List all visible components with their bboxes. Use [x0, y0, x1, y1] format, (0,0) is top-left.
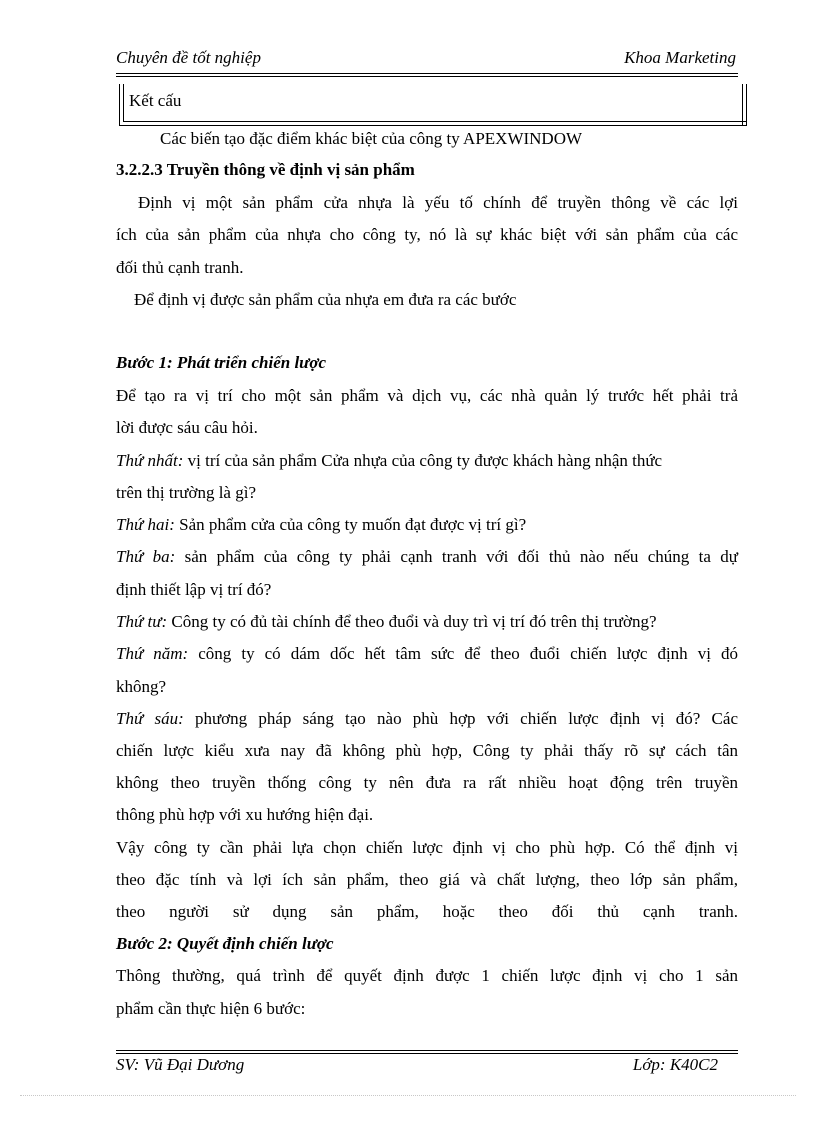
box-border-bottom-inner — [123, 121, 746, 122]
question-text: công ty có dám dốc hết tâm sức để theo đuổi chiến lược định vị đó — [188, 644, 738, 663]
question-label: Thứ năm: — [116, 644, 189, 663]
page-edge-dotted-line — [20, 1095, 796, 1096]
page-footer — [116, 1055, 738, 1079]
intro-line: đối thủ cạnh tranh. — [116, 258, 244, 277]
question-label: Thứ tư: — [116, 612, 168, 631]
footer-rule — [116, 1050, 738, 1051]
question-4 — [116, 612, 738, 632]
step1-line: lời được sáu câu hỏi. — [116, 418, 258, 437]
box-border-right-inner — [742, 84, 743, 126]
question-1-cont: trên thị trường là gì? — [116, 483, 257, 502]
question-1 — [116, 451, 738, 471]
figure-caption: Các biến tạo đặc điểm khác biệt của công ty APEXWINDOW — [160, 129, 583, 148]
box-border-right-outer — [746, 84, 747, 126]
footer-left: SV: Vũ Đại Dương — [116, 1055, 245, 1074]
question-label: Thứ ba: — [116, 547, 176, 566]
step2-line: phẩm cần thực hiện 6 bước: — [116, 999, 306, 1018]
intro-line: Định vị một sản phẩm cửa nhựa là yếu tố chính để truyền thông về các lợi — [138, 193, 738, 212]
question-5 — [116, 644, 738, 664]
intro-line: ích của sản phẩm của nhựa cho công ty, nó là sự khác biệt với sản phẩm của các — [116, 225, 738, 244]
header-rule-double — [116, 76, 738, 77]
step2-title: Bước 2: Quyết định chiến lược — [116, 934, 334, 953]
question-3-cont: định thiết lập vị trí đó? — [116, 580, 272, 599]
step2-line: Thông thường, quá trình để quyết định được 1 chiến lược định vị cho 1 sản — [116, 966, 738, 985]
conclusion-line: Vậy công ty cần phải lựa chọn chiến lược định vị cho phù hợp. Có thể định vị — [116, 838, 738, 857]
footer-right: Lớp: K40C2 — [632, 1055, 718, 1074]
question-6-cont: không theo truyền thống công ty nên đưa ra rất nhiều hoạt động trên truyền — [116, 773, 738, 792]
question-text: sản phẩm của công ty phải cạnh tranh với đối thủ nào nếu chúng ta dự — [175, 547, 739, 566]
header-rule — [116, 73, 738, 74]
header-left: Chuyên đề tốt nghiệp — [116, 48, 261, 67]
conclusion-line: theo người sử dụng sản phẩm, hoặc theo đối thủ cạnh tranh. — [116, 902, 738, 921]
intro-line: Để định vị được sản phẩm của nhựa em đưa ra các bước — [134, 290, 517, 309]
question-3 — [116, 547, 738, 567]
box-border-left-inner — [123, 84, 124, 122]
box-title: Kết cấu — [129, 91, 182, 110]
question-6 — [116, 709, 738, 729]
question-label: Thứ nhất: — [116, 451, 184, 470]
step1-title: Bước 1: Phát triển chiến lược — [116, 353, 327, 372]
footer-rule-double — [116, 1053, 738, 1054]
step1-line: Để tạo ra vị trí cho một sản phẩm và dịch vụ, các nhà quản lý trước hết phải trả — [116, 386, 738, 405]
conclusion-line: theo đặc tính và lợi ích sản phẩm, theo giá và chất lượng, theo lớp sản phẩm, — [116, 870, 738, 889]
question-text: Sản phẩm cửa của công ty muốn đạt được vị trí gì? — [174, 515, 527, 534]
question-2 — [116, 515, 738, 535]
page-header — [116, 48, 738, 72]
question-6-cont: thông phù hợp với xu hướng hiện đại. — [116, 805, 374, 824]
question-label: Thứ sáu: — [116, 709, 184, 728]
section-heading: 3.2.2.3 Truyền thông về định vị sản phẩm — [116, 160, 415, 179]
question-text: Công ty có đủ tài chính để theo đuổi và duy trì vị trí đó trên thị trường? — [167, 612, 657, 631]
question-text: phương pháp sáng tạo nào phù hợp với chiến lược định vị đó? Các — [183, 709, 738, 728]
question-label: Thứ hai: — [116, 515, 175, 534]
question-5-cont: không? — [116, 677, 167, 696]
box-border-bottom-outer — [119, 125, 746, 126]
header-right: Khoa Marketing — [624, 48, 736, 67]
box-border-left-outer — [119, 84, 120, 126]
question-6-cont: chiến lược kiểu xưa nay đã không phù hợp, Công ty phải thấy rõ sự cách tân — [116, 741, 738, 760]
question-text: vị trí của sản phẩm Cửa nhựa của công ty được khách hàng nhận thức — [183, 451, 663, 470]
